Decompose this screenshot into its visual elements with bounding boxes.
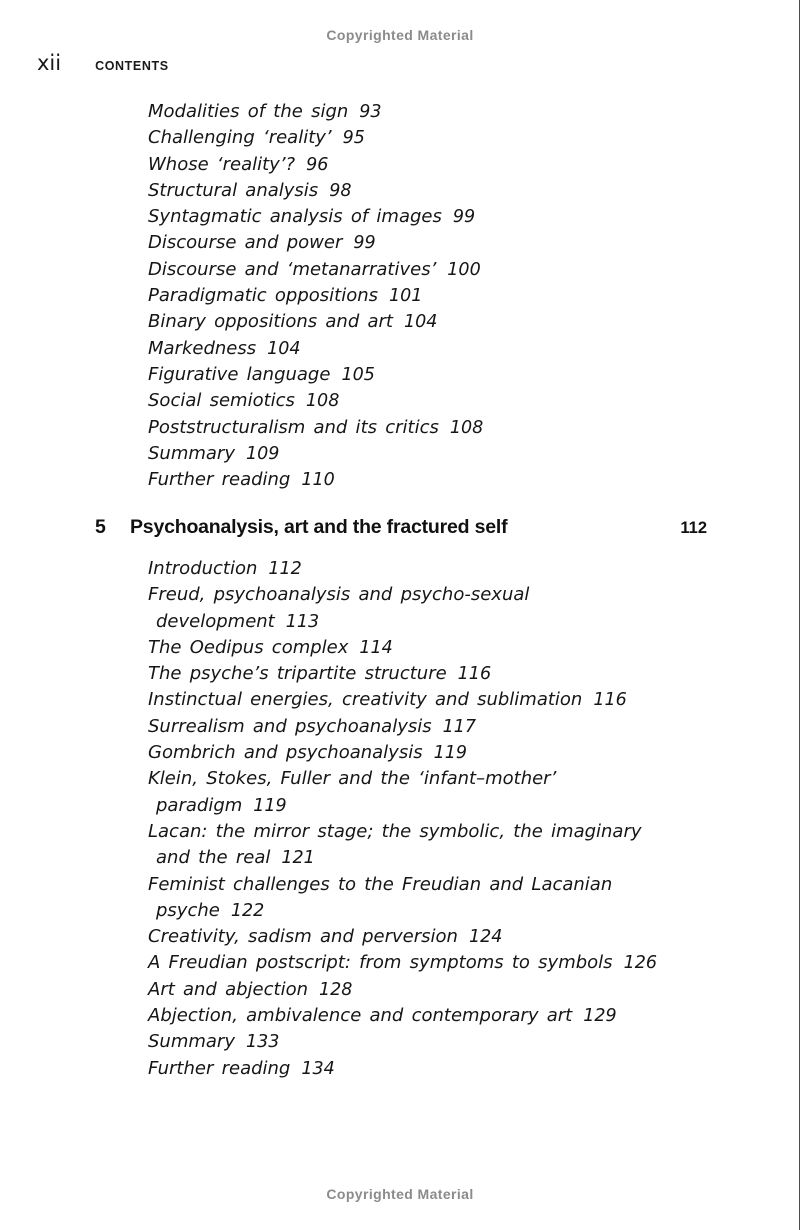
toc-entry-page: 126 bbox=[623, 953, 657, 974]
toc-entry bbox=[148, 1056, 657, 1082]
toc-entry-title: Abjection, ambivalence and contemporary art bbox=[148, 1005, 573, 1027]
toc-entry-title: and the real bbox=[156, 847, 271, 869]
toc-entry bbox=[148, 362, 483, 388]
toc-entry bbox=[148, 178, 483, 204]
toc-entry-page: 114 bbox=[359, 637, 393, 658]
toc-entry bbox=[148, 152, 483, 178]
toc-entry-title: Art and abjection bbox=[148, 978, 308, 1000]
toc-entry bbox=[148, 125, 483, 151]
toc-entry bbox=[148, 661, 657, 687]
toc-entry bbox=[148, 950, 657, 976]
toc-entry bbox=[148, 977, 657, 1003]
toc-entry-page: 98 bbox=[329, 180, 352, 201]
toc-entry bbox=[148, 556, 657, 582]
chapter-page-number: 112 bbox=[680, 519, 707, 537]
toc-entry-page: 99 bbox=[452, 207, 476, 228]
toc-entry-page: 129 bbox=[583, 1006, 617, 1027]
toc-entry-title: Figurative language bbox=[148, 363, 331, 385]
toc-entry-title: Instinctual energies, creativity and sublimation bbox=[148, 689, 583, 711]
toc-entry-title: The Oedipus complex bbox=[148, 636, 349, 658]
toc-entry-page: 116 bbox=[457, 664, 492, 685]
toc-entry-title: Freud, psychoanalysis and psycho-sexual bbox=[148, 584, 530, 606]
toc-entry-page: 93 bbox=[359, 102, 382, 122]
toc-entry-title: Further reading bbox=[148, 469, 291, 491]
toc-entry-page: 100 bbox=[447, 259, 481, 280]
toc-entry bbox=[148, 635, 657, 661]
toc-entry bbox=[148, 714, 657, 740]
toc-entry bbox=[148, 99, 483, 125]
toc-entry-title: Modalities of the sign bbox=[148, 101, 349, 122]
toc-entry bbox=[148, 845, 657, 871]
toc-entry-page: 121 bbox=[281, 848, 315, 869]
toc-entry-page: 134 bbox=[301, 1058, 335, 1079]
toc-entry-page: 119 bbox=[253, 795, 287, 816]
toc-entry-page: 119 bbox=[433, 743, 467, 764]
toc-entry bbox=[148, 441, 483, 467]
toc-entry-page: 99 bbox=[353, 233, 376, 254]
toc-entry bbox=[148, 819, 657, 845]
toc-entry bbox=[148, 898, 657, 924]
toc-entry bbox=[148, 467, 483, 493]
toc-entry-title: psyche bbox=[156, 899, 220, 921]
toc-entry-page: 133 bbox=[246, 1032, 280, 1053]
toc-entry-title: Creativity, sadism and perversion bbox=[148, 926, 458, 948]
toc-entry-page: 112 bbox=[268, 559, 302, 579]
toc-entry bbox=[148, 336, 483, 362]
toc-entry-title: The psyche’s tripartite structure bbox=[148, 663, 447, 685]
toc-entry-page: 95 bbox=[342, 128, 365, 149]
toc-entry-title: development bbox=[156, 610, 275, 632]
toc-entry-title: Challenging ‘reality’ bbox=[148, 127, 332, 149]
toc-entry-page: 101 bbox=[389, 286, 423, 307]
toc-entry-title: Structural analysis bbox=[148, 179, 319, 201]
toc-entry bbox=[148, 609, 657, 635]
toc-entry-title: Whose ‘reality’? bbox=[148, 153, 296, 175]
toc-entry bbox=[148, 766, 657, 792]
toc-entry bbox=[148, 230, 483, 256]
toc-entry-title: Paradigmatic oppositions bbox=[148, 285, 379, 307]
toc-entry bbox=[148, 582, 657, 608]
toc-entry-title: Summary bbox=[148, 442, 235, 464]
toc-entry bbox=[148, 687, 657, 713]
chapter-number: 5 bbox=[95, 516, 106, 538]
toc-entry-title: Surrealism and psychoanalysis bbox=[148, 715, 432, 737]
toc-entry-title: Lacan: the mirror stage; the symbolic, the imaginary bbox=[148, 820, 642, 842]
toc-entry-page: 108 bbox=[449, 417, 484, 438]
toc-entry-page: 108 bbox=[305, 391, 340, 412]
toc-entry bbox=[148, 740, 657, 766]
toc-entry-title: Discourse and ‘metanarratives’ bbox=[148, 258, 437, 280]
copyright-watermark-bottom: Copyrighted Material bbox=[326, 1186, 474, 1202]
toc-entry-title: Introduction bbox=[148, 558, 258, 579]
toc-entry-page: 104 bbox=[403, 312, 438, 333]
toc-entry-title: Further reading bbox=[148, 1057, 291, 1079]
toc-entry-title: Syntagmatic analysis of images bbox=[148, 206, 442, 228]
toc-entry bbox=[148, 924, 657, 950]
chapter-heading bbox=[95, 516, 707, 539]
toc-entry-page: 113 bbox=[285, 611, 320, 632]
copyright-watermark-top: Copyrighted Material bbox=[326, 27, 474, 43]
toc-list-chapter-5 bbox=[148, 556, 657, 1082]
toc-entry-page: 110 bbox=[301, 470, 335, 491]
toc-entry-title: paradigm bbox=[156, 794, 243, 816]
toc-list-previous-chapter bbox=[148, 99, 483, 493]
toc-entry-page: 105 bbox=[341, 364, 375, 385]
toc-entry-title: Feminist challenges to the Freudian and Lacanian bbox=[148, 873, 613, 895]
toc-entry-title: Gombrich and psychoanalysis bbox=[148, 742, 423, 764]
toc-entry bbox=[148, 1003, 657, 1029]
toc-entry bbox=[148, 309, 483, 335]
toc-entry-page: 96 bbox=[306, 154, 329, 175]
toc-entry-page: 124 bbox=[468, 927, 503, 948]
toc-entry-page: 122 bbox=[230, 900, 265, 921]
toc-entry-title: Discourse and power bbox=[148, 232, 343, 254]
toc-entry bbox=[148, 415, 483, 441]
running-title: CONTENTS bbox=[95, 59, 169, 73]
toc-entry-page: 117 bbox=[442, 716, 477, 737]
toc-entry-title: A Freudian postscript: from symptoms to symbols bbox=[148, 952, 613, 974]
toc-entry-title: Markedness bbox=[148, 337, 257, 359]
toc-entry bbox=[148, 283, 483, 309]
toc-entry-title: Klein, Stokes, Fuller and the ‘infant–mother’ bbox=[148, 768, 557, 790]
toc-entry-page: 109 bbox=[246, 443, 280, 464]
page-folio: xii bbox=[37, 51, 62, 75]
toc-entry-page: 128 bbox=[319, 979, 353, 1000]
toc-entry-title: Social semiotics bbox=[148, 390, 295, 412]
toc-entry-title: Poststructuralism and its critics bbox=[148, 416, 439, 438]
page-header bbox=[37, 51, 169, 75]
toc-entry bbox=[148, 872, 657, 898]
toc-entry bbox=[148, 257, 483, 283]
toc-entry-page: 116 bbox=[593, 690, 627, 711]
toc-entry-page: 104 bbox=[267, 338, 301, 359]
toc-entry bbox=[148, 793, 657, 819]
toc-entry-title: Binary oppositions and art bbox=[148, 311, 393, 333]
toc-entry bbox=[148, 1029, 657, 1055]
chapter-title: Psychoanalysis, art and the fractured self bbox=[130, 516, 508, 538]
toc-entry-title: Summary bbox=[148, 1031, 235, 1053]
toc-entry bbox=[148, 204, 483, 230]
toc-entry bbox=[148, 388, 483, 414]
